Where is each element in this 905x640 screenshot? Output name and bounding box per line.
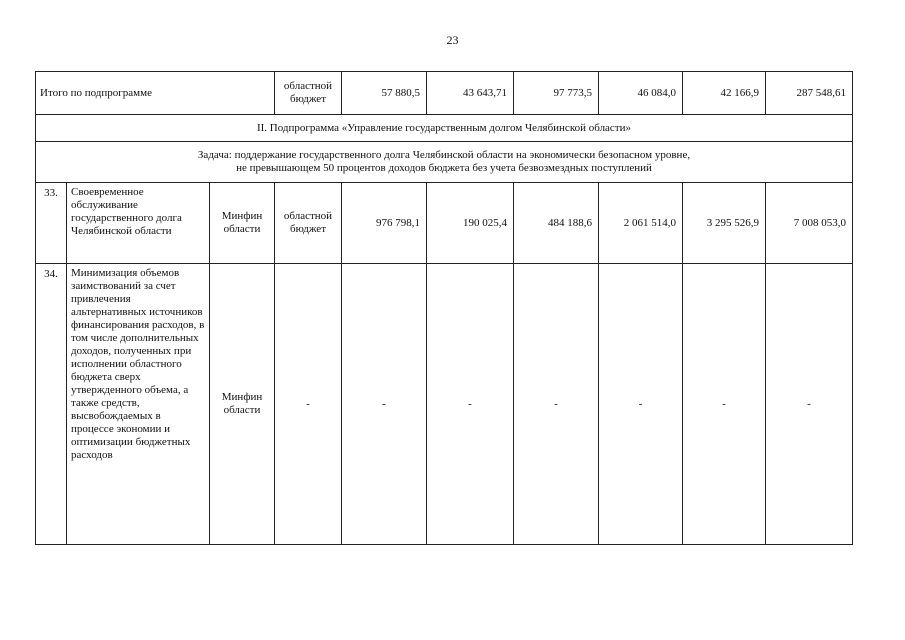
- amount-cell: -: [599, 264, 683, 545]
- executor: Минфин области: [210, 183, 275, 264]
- table-row-subprogram-title: [36, 115, 853, 142]
- table-row-task: [36, 142, 853, 183]
- amount-cell: -: [514, 264, 599, 545]
- subprogram-title: II. Подпрограмма «Управление государственным долгом Челябинской области»: [36, 115, 853, 142]
- measure-name: Своевременное обслуживание государственного долга Челябинской области: [67, 183, 210, 264]
- total-value: 97 773,5: [514, 72, 599, 115]
- total-value: 46 084,0: [599, 72, 683, 115]
- amount-cell: 2 061 514,0: [599, 183, 683, 264]
- executor: Минфин области: [210, 264, 275, 545]
- page-number: 23: [446, 33, 459, 47]
- budget-table: [35, 71, 853, 545]
- funding-source: областной бюджет: [275, 183, 342, 264]
- amount-cell: 484 188,6: [514, 183, 599, 264]
- measure-name: Минимизация объемов заимствований за счет привлечения альтернативных источников финансирования расходов, в том числе дополнительных доходов, полученных при исполнении областного бюджета сверх утвержденного объема, а также средств, высвобождаемых в процессе экономии и оптимизации бюджетных расходов: [67, 264, 210, 545]
- task-text: [36, 142, 853, 183]
- table-row: [36, 264, 853, 545]
- total-value: 57 880,5: [342, 72, 427, 115]
- table-row: [36, 183, 853, 264]
- table-row-subprogram-total: [36, 72, 853, 115]
- total-source: областной бюджет: [275, 72, 342, 115]
- amount-cell: 3 295 526,9: [683, 183, 766, 264]
- total-value: 43 643,71: [427, 72, 514, 115]
- amount-cell: -: [683, 264, 766, 545]
- amount-cell: 976 798,1: [342, 183, 427, 264]
- task-line-2: не превышающем 50 процентов доходов бюджета без учета безвозмездных поступлений: [236, 162, 652, 174]
- row-number: 34.: [36, 264, 67, 545]
- amount-cell: -: [342, 264, 427, 545]
- amount-cell: 7 008 053,0: [766, 183, 853, 264]
- total-label: Итого по подпрограмме: [36, 72, 275, 115]
- amount-cell: -: [766, 264, 853, 545]
- amount-cell: 190 025,4: [427, 183, 514, 264]
- row-number: 33.: [36, 183, 67, 264]
- total-value: 287 548,61: [766, 72, 853, 115]
- task-line-1: Задача: поддержание государственного долга Челябинской области на экономически безопасном уровне,: [197, 149, 691, 162]
- total-value: 42 166,9: [683, 72, 766, 115]
- funding-source: -: [275, 264, 342, 545]
- amount-cell: -: [427, 264, 514, 545]
